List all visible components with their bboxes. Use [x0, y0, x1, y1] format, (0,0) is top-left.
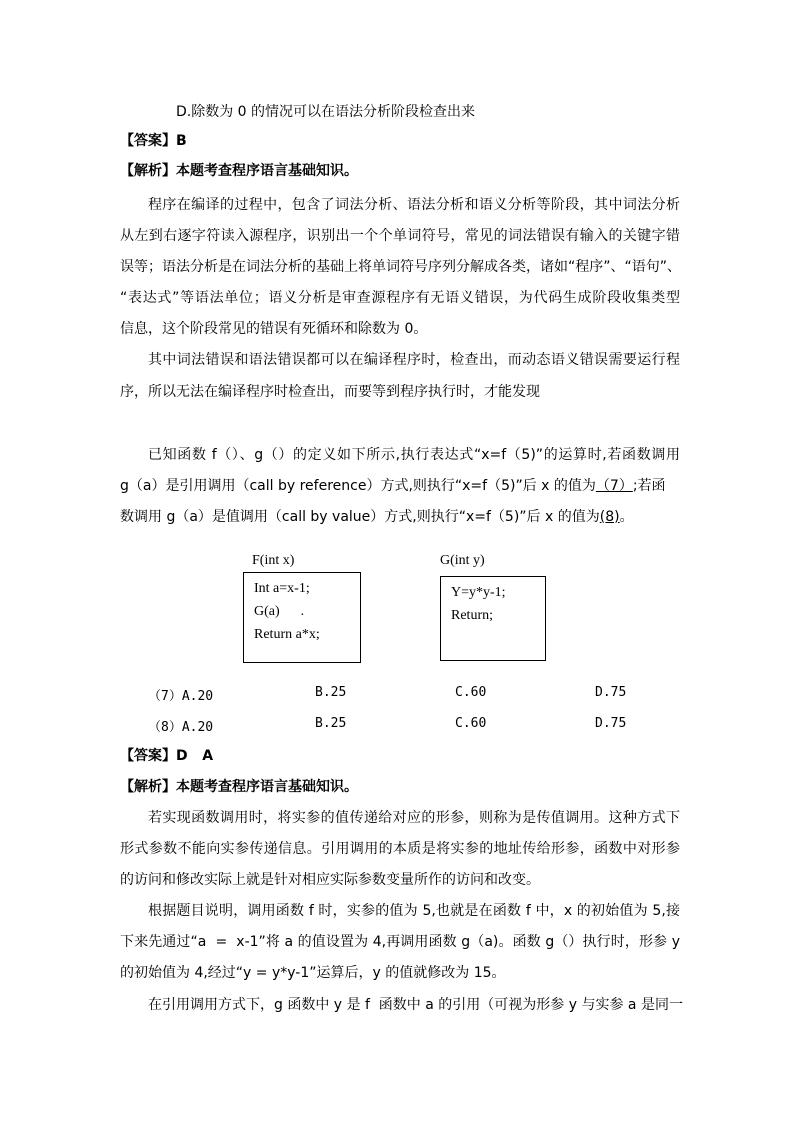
analysis-1-heading — [120, 162, 680, 180]
question-line — [120, 508, 680, 526]
code-line: Return; — [451, 608, 493, 623]
code-line: Int a=x-1; — [254, 581, 310, 596]
g-code-box — [440, 576, 546, 661]
answer-1 — [120, 132, 680, 150]
option-7-a: （7）A.20 — [148, 689, 214, 704]
answer-label: 【答案】 — [120, 133, 176, 149]
g-title: G(int y) — [440, 553, 485, 568]
question-line: 已知函数 f（）、g（）的定义如下所示,执行表达式“x=f（5)”的运算时,若函数调用 — [148, 447, 680, 463]
option-7-b: B.25 — [315, 685, 347, 700]
blank-8: (8) — [599, 509, 620, 525]
paragraph-line: 的访问和修改实际上就是针对相应实际参数变量所作的访问和改变。 — [120, 872, 540, 888]
paragraph-line: 从左到右逐字符读入源程序，识别出一个个单词符号，常见的词法错误有输入的关键字错 — [120, 228, 680, 244]
f-code-box — [243, 572, 361, 663]
option-8-d: D.75 — [595, 716, 627, 731]
question-text: g（a）是引用调用（call by reference）方式,则执行“x=f（5)”后 x 的值为 — [120, 478, 596, 494]
answer-value: B — [176, 133, 187, 149]
answer-value: D A — [176, 748, 214, 764]
paragraph-line: 误等；语法分析是在词法分析的基础上将单词符号序列分解成各类，诸如“程序”、“语句”、 — [120, 259, 682, 275]
option-8-a: （8）A.20 — [148, 720, 214, 735]
f-title: F(int x) — [252, 553, 295, 568]
paragraph-line: 根据题目说明，调用函数 f 时，实参的值为 5,也就是在函数 f 中，x 的初始值为 5,接 — [148, 903, 680, 919]
option-d-prev: D.除数为 0 的情况可以在语法分析阶段检查出来 — [176, 104, 476, 120]
question-text: ;若函 — [632, 478, 666, 494]
analysis-2-heading — [120, 778, 680, 796]
code-line: G(a) . — [254, 604, 305, 619]
question-line — [120, 477, 680, 495]
analysis-label: 【解析】 — [120, 163, 176, 179]
paragraph-line: 若实现函数调用时，将实参的值传递给对应的形参，则称为是传值调用。这种方式下 — [148, 810, 680, 826]
option-7-d: D.75 — [595, 685, 627, 700]
question-text: 。 — [619, 509, 634, 525]
paragraph-line: 在引用调用方式下，g 函数中 y 是 f 函数中 a 的引用（可视为形参 y 与实参 a 是同一 — [148, 997, 683, 1013]
analysis-label: 【解析】 — [120, 779, 176, 795]
paragraph-line: 序，所以无法在编译程序时检查出，而要等到程序执行时，才能发现 — [120, 384, 540, 400]
paragraph-line: “表达式”等语法单位；语义分析是审查源程序有无语义错误，为代码生成阶段收集类型 — [120, 290, 680, 306]
code-line: Y=y*y-1; — [451, 585, 506, 600]
answer-2 — [120, 747, 680, 765]
paragraph-line: 下来先通过“a = x-1”将 a 的值设置为 4,再调用函数 g（a)。函数 g（）执行时，形参 y — [120, 934, 680, 950]
answer-label: 【答案】 — [120, 748, 176, 764]
analysis-title: 本题考查程序语言基础知识。 — [176, 163, 358, 179]
paragraph-line: 程序在编译的过程中，包含了词法分析、语法分析和语义分析等阶段，其中词法分析 — [148, 197, 680, 213]
paragraph-line: 形式参数不能向实参传递信息。引用调用的本质是将实参的地址传给形参，函数中对形参 — [120, 841, 680, 857]
option-8-c: C.60 — [455, 716, 487, 731]
code-line: Return a*x; — [254, 627, 320, 642]
option-7-c: C.60 — [455, 685, 487, 700]
option-8-b: B.25 — [315, 716, 347, 731]
paragraph-line: 信息，这个阶段常见的错误有死循环和除数为 0。 — [120, 321, 428, 337]
paragraph-line: 其中词法错误和语法错误都可以在编译程序时，检查出，而动态语义错误需要运行程 — [148, 352, 680, 368]
blank-7: （7） — [595, 478, 633, 494]
question-text: 数调用 g（a）是值调用（call by value）方式,则执行“x=f（5)”后 x 的值为 — [120, 509, 600, 525]
analysis-title: 本题考查程序语言基础知识。 — [176, 779, 358, 795]
paragraph-line: 的初始值为 4,经过“y = y*y-1”运算后，y 的值就修改为 15。 — [120, 965, 506, 981]
